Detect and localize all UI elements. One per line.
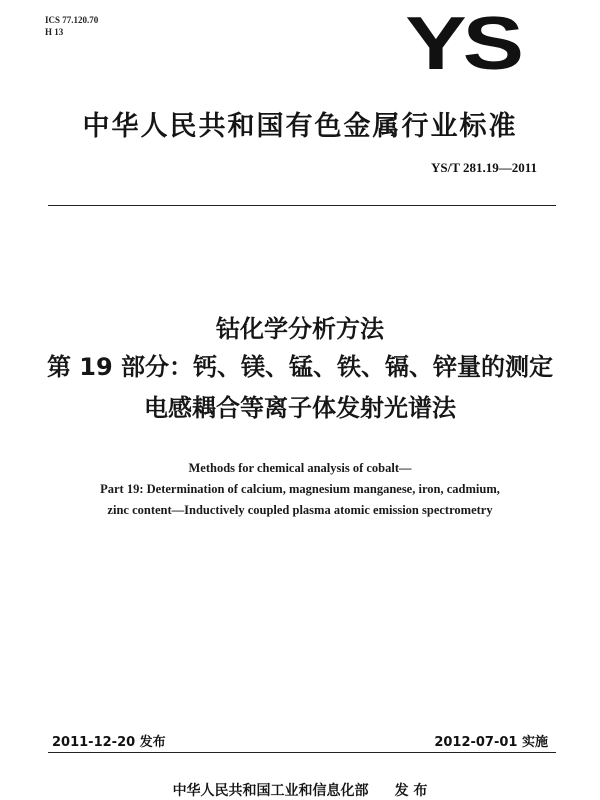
industry-standard-title: 中华人民共和国有色金属行业标准 xyxy=(82,111,518,142)
title-en-line1: Methods for chemical analysis of cobalt— xyxy=(188,461,412,475)
title-en-line3: zinc content—Inductively coupled plasma atomic emission spectrometry xyxy=(107,503,493,517)
classification-codes xyxy=(45,14,98,38)
bottom-divider xyxy=(48,752,556,753)
publisher-action: 发 布 xyxy=(394,783,428,799)
publisher-name: 中华人民共和国工业和信息化部 xyxy=(172,783,369,799)
issue-date: 2011-12-20 发布 xyxy=(52,735,166,750)
top-divider xyxy=(48,205,556,206)
title-cn-line3: 电感耦合等离子体发射光谱法 xyxy=(144,394,456,422)
ics-code: ICS 77.120.70 xyxy=(45,15,99,25)
ccs-code: H 13 xyxy=(45,27,64,37)
standard-number: YS/T 281.19—2011 xyxy=(431,160,537,175)
implementation-date: 2012-07-01 实施 xyxy=(434,735,548,750)
title-cn-line1: 钴化学分析方法 xyxy=(216,315,384,343)
ys-logo: YS xyxy=(405,1,520,86)
publisher-line xyxy=(0,780,600,800)
title-en-line2: Part 19: Determination of calcium, magnesium manganese, iron, cadmium, xyxy=(100,482,500,496)
title-cn-line2: 第 19 部分：钙、镁、锰、铁、镉、锌量的测定 xyxy=(46,353,554,381)
